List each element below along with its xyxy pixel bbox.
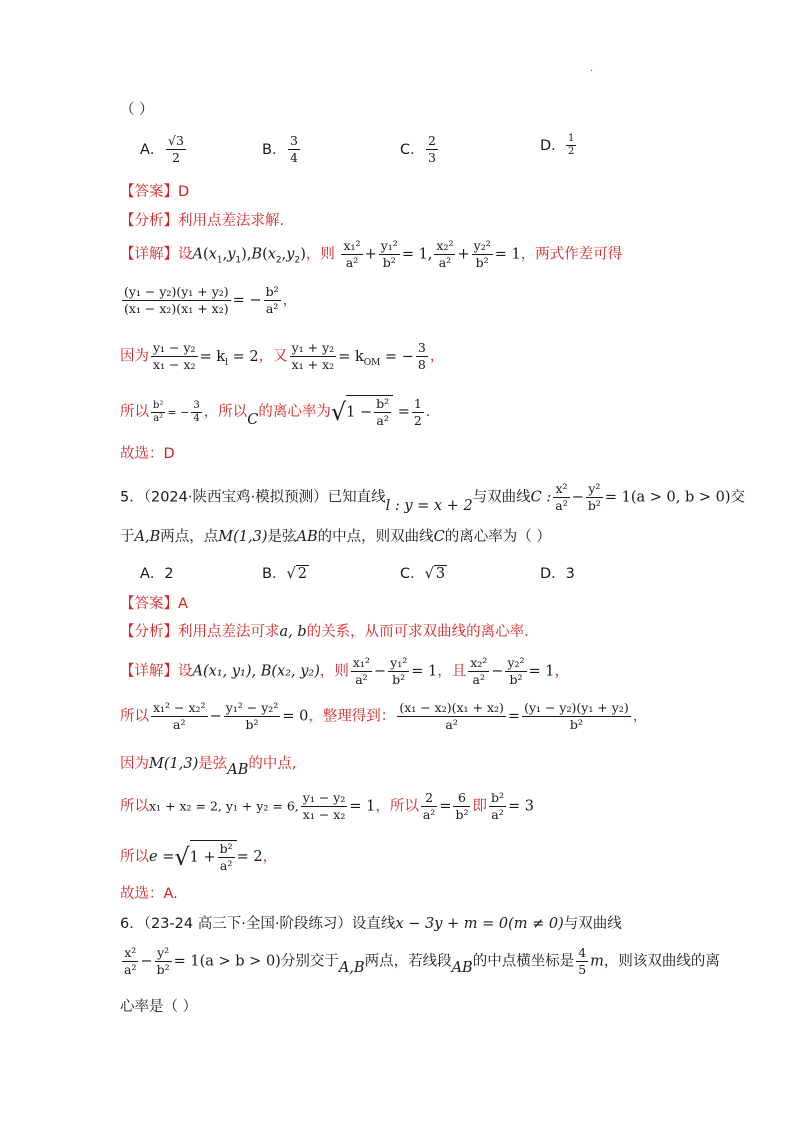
q4-paren: （ ） xyxy=(120,102,154,118)
q6-stem-line2: $\frac{\text{x²}}{\text{a²}}$ − $\frac{\text{y²}}{\text{b²}}$ = 1(a > b > 0)分别交于A,B两点，若线段AB的中点横坐标是 $\frac{4}{5}$ m，则该双曲线的离 xyxy=(124,945,720,977)
q5-option-d[interactable]: D．3 xyxy=(540,566,575,582)
q5-detail-line3: 因为M(1,3)是弦AB的中点, xyxy=(120,756,297,778)
q5-stem-line1: 5．（2024·陕西宝鸡·模拟预测）已知直线l : y = x + 2与双曲线C : $\frac{\text{x²}}{\text{a²}}$ − $\frac{\text{y²}}{\text{b²}}$ = 1(a > 0, b > 0)交 xyxy=(120,481,746,514)
q4-analysis: 【分析】利用点差法求解. xyxy=(120,213,285,229)
q4-eq3: 所以 $\frac{\text{b²}}{\text{a²}}$ = − $\frac{3}{4}$ ，所以C的离心率为√1 − $\frac{\text{b²}}{\text{a²}}$ = $\frac{1}{2}$ . xyxy=(120,395,431,428)
q5-option-a[interactable]: A．2 xyxy=(140,566,174,582)
fraction: $\frac{1}{2}$ xyxy=(568,133,575,157)
q4-choose: 故选：D xyxy=(120,446,175,462)
q5-stem-line2: 于A,B两点，点M(1,3)是弦AB的中点，则双曲线C的离心率为（ ） xyxy=(120,529,551,545)
q4-option-d[interactable]: D． $\frac{1}{2}$ xyxy=(540,133,575,157)
q4-eq1: $\frac{\text{(y₁ − y₂)(y₁ + y₂)}}{\text{(x₁ − x₂)(x₁ + x₂)}}$ = − $\frac{\text{b²}}{\text{a²}}$ ， xyxy=(124,284,298,316)
q5-option-b[interactable]: B．√ 2 xyxy=(262,566,307,582)
q4-option-b[interactable]: B． $\frac{3}{4}$ xyxy=(262,133,298,165)
q5-option-c[interactable]: C．√ 3 xyxy=(400,566,446,582)
q5-answer: 【答案】A xyxy=(120,596,188,612)
q5-detail-line4: 所以x₁ + x₂ = 2, y₁ + y₂ = 6, $\frac{\text{y₁ − y₂}}{\text{x₁ − x₂}}$ = 1，所以 $\frac{2}{\text{a²}}$ = $\frac{6}{\text{b²}}$ 即 $\frac{\text{b²}}{\text{a²}}$ = 3 xyxy=(120,790,534,822)
q5-analysis: 【分析】利用点差法可求a, b的关系，从而可求双曲线的离心率. xyxy=(120,624,529,640)
q4-option-c[interactable]: C． $\frac{2}{3}$ xyxy=(400,133,436,165)
fraction: $\frac{√3}{2}$ xyxy=(168,133,184,165)
page-dot: · xyxy=(590,66,594,77)
q6-stem-line3: 心率是（ ） xyxy=(120,999,198,1015)
q5-detail-line1: 【详解】设A(x₁, y₁), B(x₂, y₂)，则 $\frac{\text{x₁²}}{\text{a²}}$ − $\frac{\text{y₁²}}{\text{b²}}$ = 1，且 $\frac{\text{x₂²}}{\text{a²}}$ − $\frac{\text{y₂²}}{\text{b²}}$ = 1， xyxy=(120,655,570,687)
q5-detail-line2: 所以 $\frac{\text{x₁² − x₂²}}{\text{a²}}$ − $\frac{\text{y₁² − y₂²}}{\text{b²}}$ = 0，整理得到： $\frac{\text{(x₁ − x₂)(x₁ + x₂)}}{\text{a²}}$ = $\frac{\text{(y₁ − y₂)(y₁ + y₂)}}{\text{b²}}$ ， xyxy=(120,700,648,732)
q4-option-a[interactable]: A． $\frac{√3}{2}$ xyxy=(140,133,184,165)
q4-eq2: 因为 $\frac{\text{y₁ − y₂}}{\text{x₁ − x₂}}$ = $k_l = 2$，又 $\frac{\text{y₁ + y₂}}{\text{x₁ + x₂}}$ = $k_{OM}$ = − $\frac{3}{8}$ ， xyxy=(120,340,445,372)
q6-stem-line1: 6．（23-24 高三下·全国·阶段练习）设直线x − 3y + m = 0(m ≠ 0)与双曲线 xyxy=(120,916,622,932)
fraction: $\frac{2}{3}$ xyxy=(428,133,436,165)
q5-choose: 故选：A. xyxy=(120,886,178,902)
q5-detail-line5: 所以e =√1 + $\frac{\text{b²}}{\text{a²}}$ = 2， xyxy=(120,841,278,873)
q4-answer: 【答案】D xyxy=(120,184,190,200)
q4-detail-line1: 【详解】设$A(x_1,y_1),B(x_2,y_2)$，则 $\frac{\text{x₁²}}{\text{a²}}$ + $\frac{\text{y₁²}}{\text{b²}}$ = 1, $\frac{\text{x₂²}}{\text{a²}}$ + $\frac{\text{y₂²}}{\text{b²}}$ = 1，两式作差可得 xyxy=(120,238,623,270)
fraction: $\frac{3}{4}$ xyxy=(290,133,298,165)
